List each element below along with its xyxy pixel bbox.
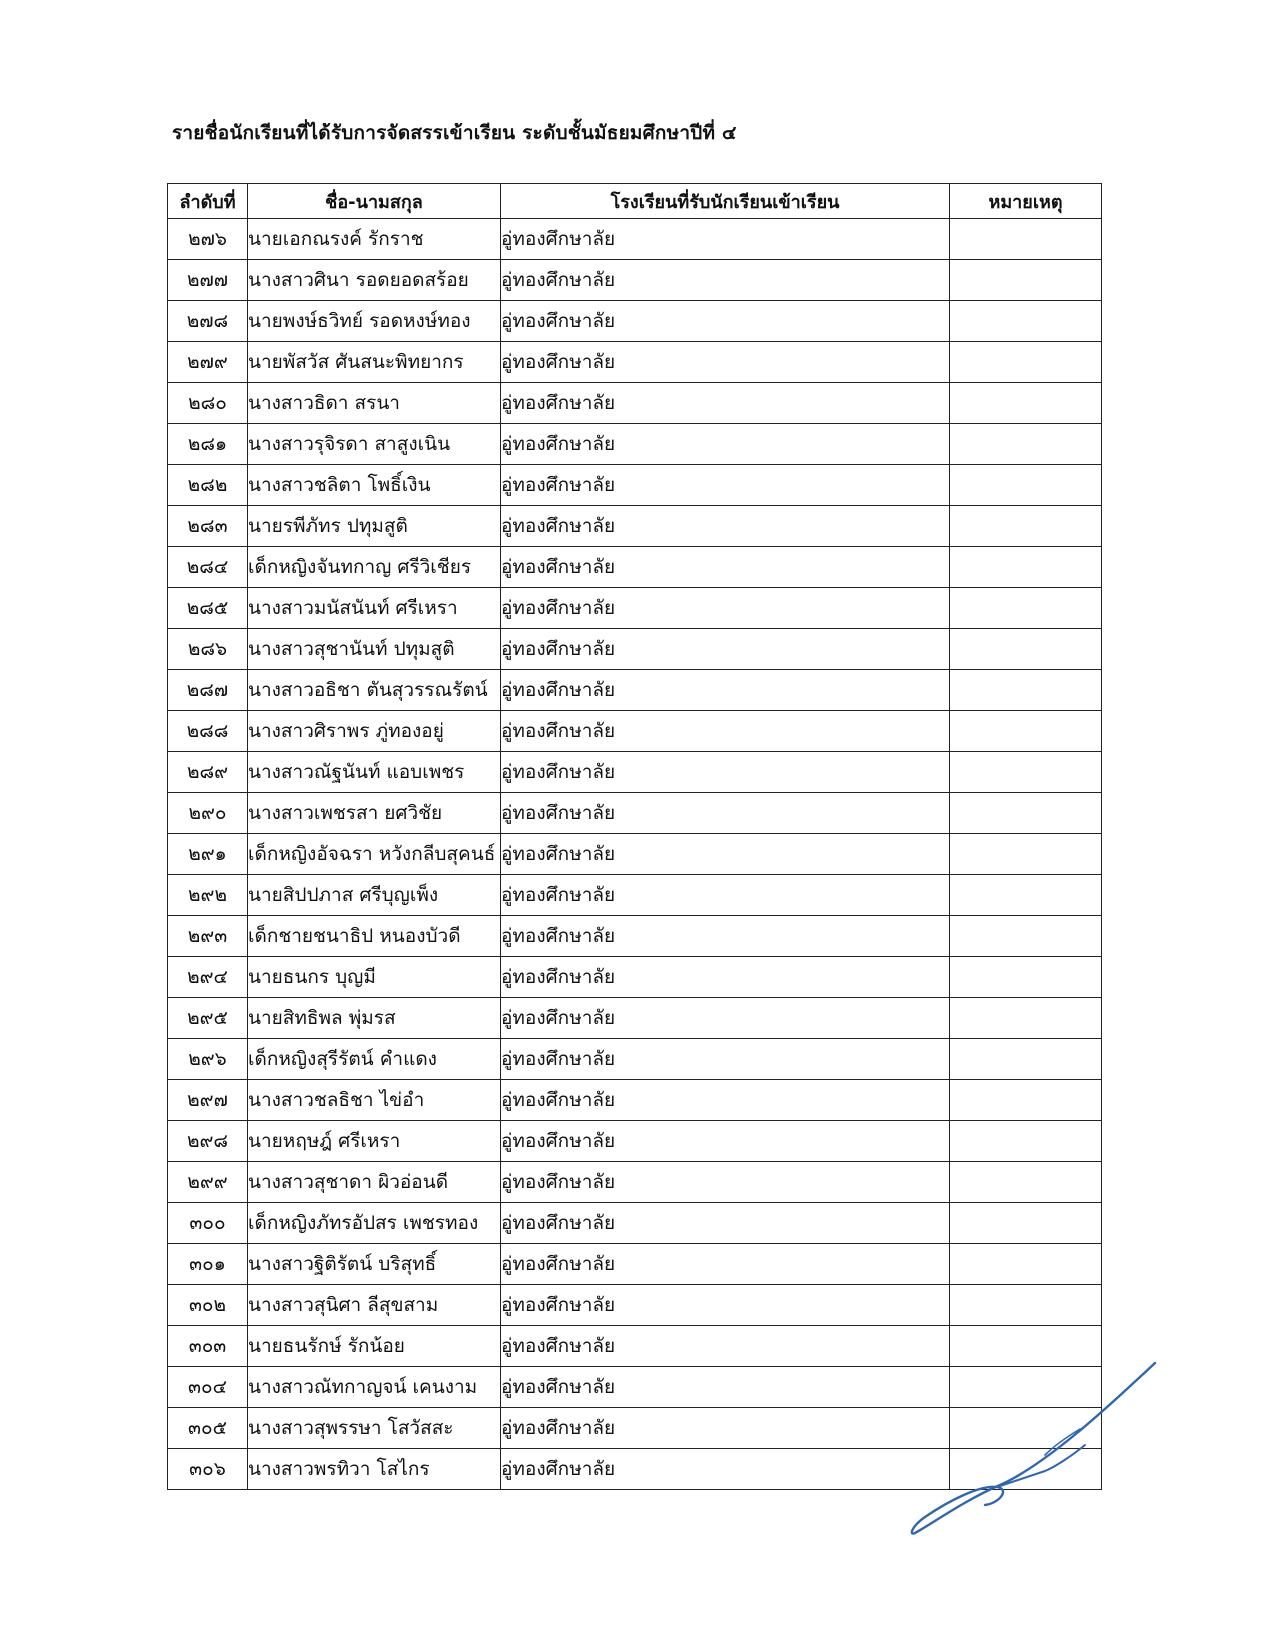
table-row <box>168 219 1102 260</box>
row-number: ๓๐๑ <box>168 1244 248 1285</box>
table-row <box>168 342 1102 383</box>
remark-cell <box>950 465 1102 506</box>
remark-cell <box>950 1285 1102 1326</box>
student-name: นางสาวอธิชา ตันสุวรรณรัตน์ <box>248 670 501 711</box>
remark-cell <box>950 1039 1102 1080</box>
table-row <box>168 465 1102 506</box>
school-name: อู่ทองศึกษาลัย <box>501 1162 950 1203</box>
table-row <box>168 629 1102 670</box>
table-header-row <box>168 184 1102 219</box>
student-name: นายรพีภัทร ปทุมสูติ <box>248 506 501 547</box>
row-number: ๓๐๕ <box>168 1408 248 1449</box>
school-name: อู่ทองศึกษาลัย <box>501 1203 950 1244</box>
table-row <box>168 301 1102 342</box>
remark-cell <box>950 670 1102 711</box>
school-name: อู่ทองศึกษาลัย <box>501 916 950 957</box>
school-name: อู่ทองศึกษาลัย <box>501 1080 950 1121</box>
remark-cell <box>950 1121 1102 1162</box>
student-name: นางสาวสุพรรษา โสวัสสะ <box>248 1408 501 1449</box>
table-row <box>168 752 1102 793</box>
remark-cell <box>950 1162 1102 1203</box>
student-name: นายสิปปภาส ศรีบุญเพ็ง <box>248 875 501 916</box>
school-name: อู่ทองศึกษาลัย <box>501 1449 950 1490</box>
remark-cell <box>950 1080 1102 1121</box>
school-name: อู่ทองศึกษาลัย <box>501 1039 950 1080</box>
remark-cell <box>950 916 1102 957</box>
row-number: ๒๘๘ <box>168 711 248 752</box>
table-row <box>168 506 1102 547</box>
row-number: ๒๙๑ <box>168 834 248 875</box>
page-title: รายชื่อนักเรียนที่ได้รับการจัดสรรเข้าเรียน ระดับชั้นมัธยมศึกษาปีที่ ๔ <box>172 122 737 144</box>
student-name: เด็กหญิงภัทรอัปสร เพชรทอง <box>248 1203 501 1244</box>
student-name: นายธนรักษ์ รักน้อย <box>248 1326 501 1367</box>
student-name: นางสาวณัฐนันท์ แอบเพชร <box>248 752 501 793</box>
table-row <box>168 1162 1102 1203</box>
table-row <box>168 1039 1102 1080</box>
row-number: ๓๐๐ <box>168 1203 248 1244</box>
student-name: นายพัสวัส ศันสนะพิทยากร <box>248 342 501 383</box>
remark-cell <box>950 547 1102 588</box>
row-number: ๒๘๐ <box>168 383 248 424</box>
table-row <box>168 957 1102 998</box>
header-remark: หมายเหตุ <box>950 184 1102 219</box>
school-name: อู่ทองศึกษาลัย <box>501 629 950 670</box>
student-name: นายพงษ์ธวิทย์ รอดหงษ์ทอง <box>248 301 501 342</box>
school-name: อู่ทองศึกษาลัย <box>501 547 950 588</box>
remark-cell <box>950 834 1102 875</box>
header-name: ชื่อ-นามสกุล <box>248 184 501 219</box>
student-name: นางสาวรุจิรดา สาสูงเนิน <box>248 424 501 465</box>
school-name: อู่ทองศึกษาลัย <box>501 1367 950 1408</box>
row-number: ๒๘๑ <box>168 424 248 465</box>
header-school: โรงเรียนที่รับนักเรียนเข้าเรียน <box>501 184 950 219</box>
remark-cell <box>950 588 1102 629</box>
table-row <box>168 260 1102 301</box>
student-name: นางสาวชลิตา โพธิ์เงิน <box>248 465 501 506</box>
school-name: อู่ทองศึกษาลัย <box>501 670 950 711</box>
school-name: อู่ทองศึกษาลัย <box>501 998 950 1039</box>
school-name: อู่ทองศึกษาลัย <box>501 1408 950 1449</box>
row-number: ๒๘๖ <box>168 629 248 670</box>
school-name: อู่ทองศึกษาลัย <box>501 219 950 260</box>
row-number: ๒๘๒ <box>168 465 248 506</box>
student-name: นางสาวเพชรสา ยศวิชัย <box>248 793 501 834</box>
student-name: นางสาวสุชาดา ผิวอ่อนดี <box>248 1162 501 1203</box>
school-name: อู่ทองศึกษาลัย <box>501 793 950 834</box>
student-name: นางสาวศิราพร ภู่ทองอยู่ <box>248 711 501 752</box>
school-name: อู่ทองศึกษาลัย <box>501 834 950 875</box>
school-name: อู่ทองศึกษาลัย <box>501 301 950 342</box>
row-number: ๒๘๗ <box>168 670 248 711</box>
student-name: นายธนกร บุญมี <box>248 957 501 998</box>
student-name: นางสาวมนัสนันท์ ศรีเหรา <box>248 588 501 629</box>
student-name: นายเอกณรงค์ รักราช <box>248 219 501 260</box>
school-name: อู่ทองศึกษาลัย <box>501 506 950 547</box>
school-name: อู่ทองศึกษาลัย <box>501 588 950 629</box>
remark-cell <box>950 1244 1102 1285</box>
remark-cell <box>950 383 1102 424</box>
remark-cell <box>950 793 1102 834</box>
remark-cell <box>950 752 1102 793</box>
school-name: อู่ทองศึกษาลัย <box>501 260 950 301</box>
student-name: นางสาวศินา รอดยอดสร้อย <box>248 260 501 301</box>
row-number: ๒๙๓ <box>168 916 248 957</box>
school-name: อู่ทองศึกษาลัย <box>501 752 950 793</box>
header-order: ลำดับที่ <box>168 184 248 219</box>
table-row <box>168 383 1102 424</box>
school-name: อู่ทองศึกษาลัย <box>501 383 950 424</box>
school-name: อู่ทองศึกษาลัย <box>501 875 950 916</box>
school-name: อู่ทองศึกษาลัย <box>501 1326 950 1367</box>
student-table <box>167 183 1102 1490</box>
row-number: ๒๙๗ <box>168 1080 248 1121</box>
table-row <box>168 711 1102 752</box>
row-number: ๓๐๓ <box>168 1326 248 1367</box>
table-row <box>168 424 1102 465</box>
table-body <box>168 219 1102 1490</box>
student-name: เด็กชายชนาธิป หนองบัวดี <box>248 916 501 957</box>
table-row <box>168 998 1102 1039</box>
student-name: นางสาวสุนิศา ลีสุขสาม <box>248 1285 501 1326</box>
student-name: นายหฤษฎ์ ศรีเหรา <box>248 1121 501 1162</box>
table-row <box>168 793 1102 834</box>
remark-cell <box>950 875 1102 916</box>
remark-cell <box>950 260 1102 301</box>
row-number: ๒๙๘ <box>168 1121 248 1162</box>
remark-cell <box>950 506 1102 547</box>
row-number: ๒๙๒ <box>168 875 248 916</box>
table-row <box>168 916 1102 957</box>
school-name: อู่ทองศึกษาลัย <box>501 1244 950 1285</box>
remark-cell <box>950 1203 1102 1244</box>
student-name: เด็กหญิงสุรีรัตน์ คำแดง <box>248 1039 501 1080</box>
remark-cell <box>950 301 1102 342</box>
row-number: ๒๙๐ <box>168 793 248 834</box>
signature <box>905 1355 1165 1545</box>
table-row <box>168 1285 1102 1326</box>
remark-cell <box>950 219 1102 260</box>
student-name: นางสาวณัทกาญจน์ เคนงาม <box>248 1367 501 1408</box>
row-number: ๓๐๖ <box>168 1449 248 1490</box>
table-row <box>168 1244 1102 1285</box>
table-row <box>168 588 1102 629</box>
school-name: อู่ทองศึกษาลัย <box>501 1121 950 1162</box>
student-name: นางสาวสุชานันท์ ปทุมสูติ <box>248 629 501 670</box>
remark-cell <box>950 342 1102 383</box>
student-name: เด็กหญิงจันทกาญ ศรีวิเชียร <box>248 547 501 588</box>
row-number: ๒๘๙ <box>168 752 248 793</box>
row-number: ๒๙๖ <box>168 1039 248 1080</box>
row-number: ๒๗๙ <box>168 342 248 383</box>
remark-cell <box>950 711 1102 752</box>
remark-cell <box>950 629 1102 670</box>
table-row <box>168 547 1102 588</box>
row-number: ๓๐๔ <box>168 1367 248 1408</box>
school-name: อู่ทองศึกษาลัย <box>501 1285 950 1326</box>
student-name: นางสาวธิดา สรนา <box>248 383 501 424</box>
table-row <box>168 1080 1102 1121</box>
table-row <box>168 1121 1102 1162</box>
table-row <box>168 670 1102 711</box>
student-name: นายสิทธิพล พุ่มรส <box>248 998 501 1039</box>
row-number: ๒๘๕ <box>168 588 248 629</box>
school-name: อู่ทองศึกษาลัย <box>501 342 950 383</box>
school-name: อู่ทองศึกษาลัย <box>501 465 950 506</box>
school-name: อู่ทองศึกษาลัย <box>501 957 950 998</box>
row-number: ๒๙๙ <box>168 1162 248 1203</box>
row-number: ๓๐๒ <box>168 1285 248 1326</box>
row-number: ๒๗๘ <box>168 301 248 342</box>
row-number: ๒๙๔ <box>168 957 248 998</box>
row-number: ๒๙๕ <box>168 998 248 1039</box>
row-number: ๒๘๔ <box>168 547 248 588</box>
student-name: เด็กหญิงอัจฉรา หวังกลีบสุคนธ์ <box>248 834 501 875</box>
student-name: นางสาวชลธิชา ไข่อำ <box>248 1080 501 1121</box>
remark-cell <box>950 424 1102 465</box>
table-row <box>168 834 1102 875</box>
student-name: นางสาวพรทิวา โสไกร <box>248 1449 501 1490</box>
row-number: ๒๗๗ <box>168 260 248 301</box>
table-row <box>168 1203 1102 1244</box>
remark-cell <box>950 998 1102 1039</box>
row-number: ๒๘๓ <box>168 506 248 547</box>
table-row <box>168 875 1102 916</box>
student-name: นางสาวฐิติรัตน์ บริสุทธิ์ <box>248 1244 501 1285</box>
school-name: อู่ทองศึกษาลัย <box>501 711 950 752</box>
row-number: ๒๗๖ <box>168 219 248 260</box>
school-name: อู่ทองศึกษาลัย <box>501 424 950 465</box>
remark-cell <box>950 957 1102 998</box>
